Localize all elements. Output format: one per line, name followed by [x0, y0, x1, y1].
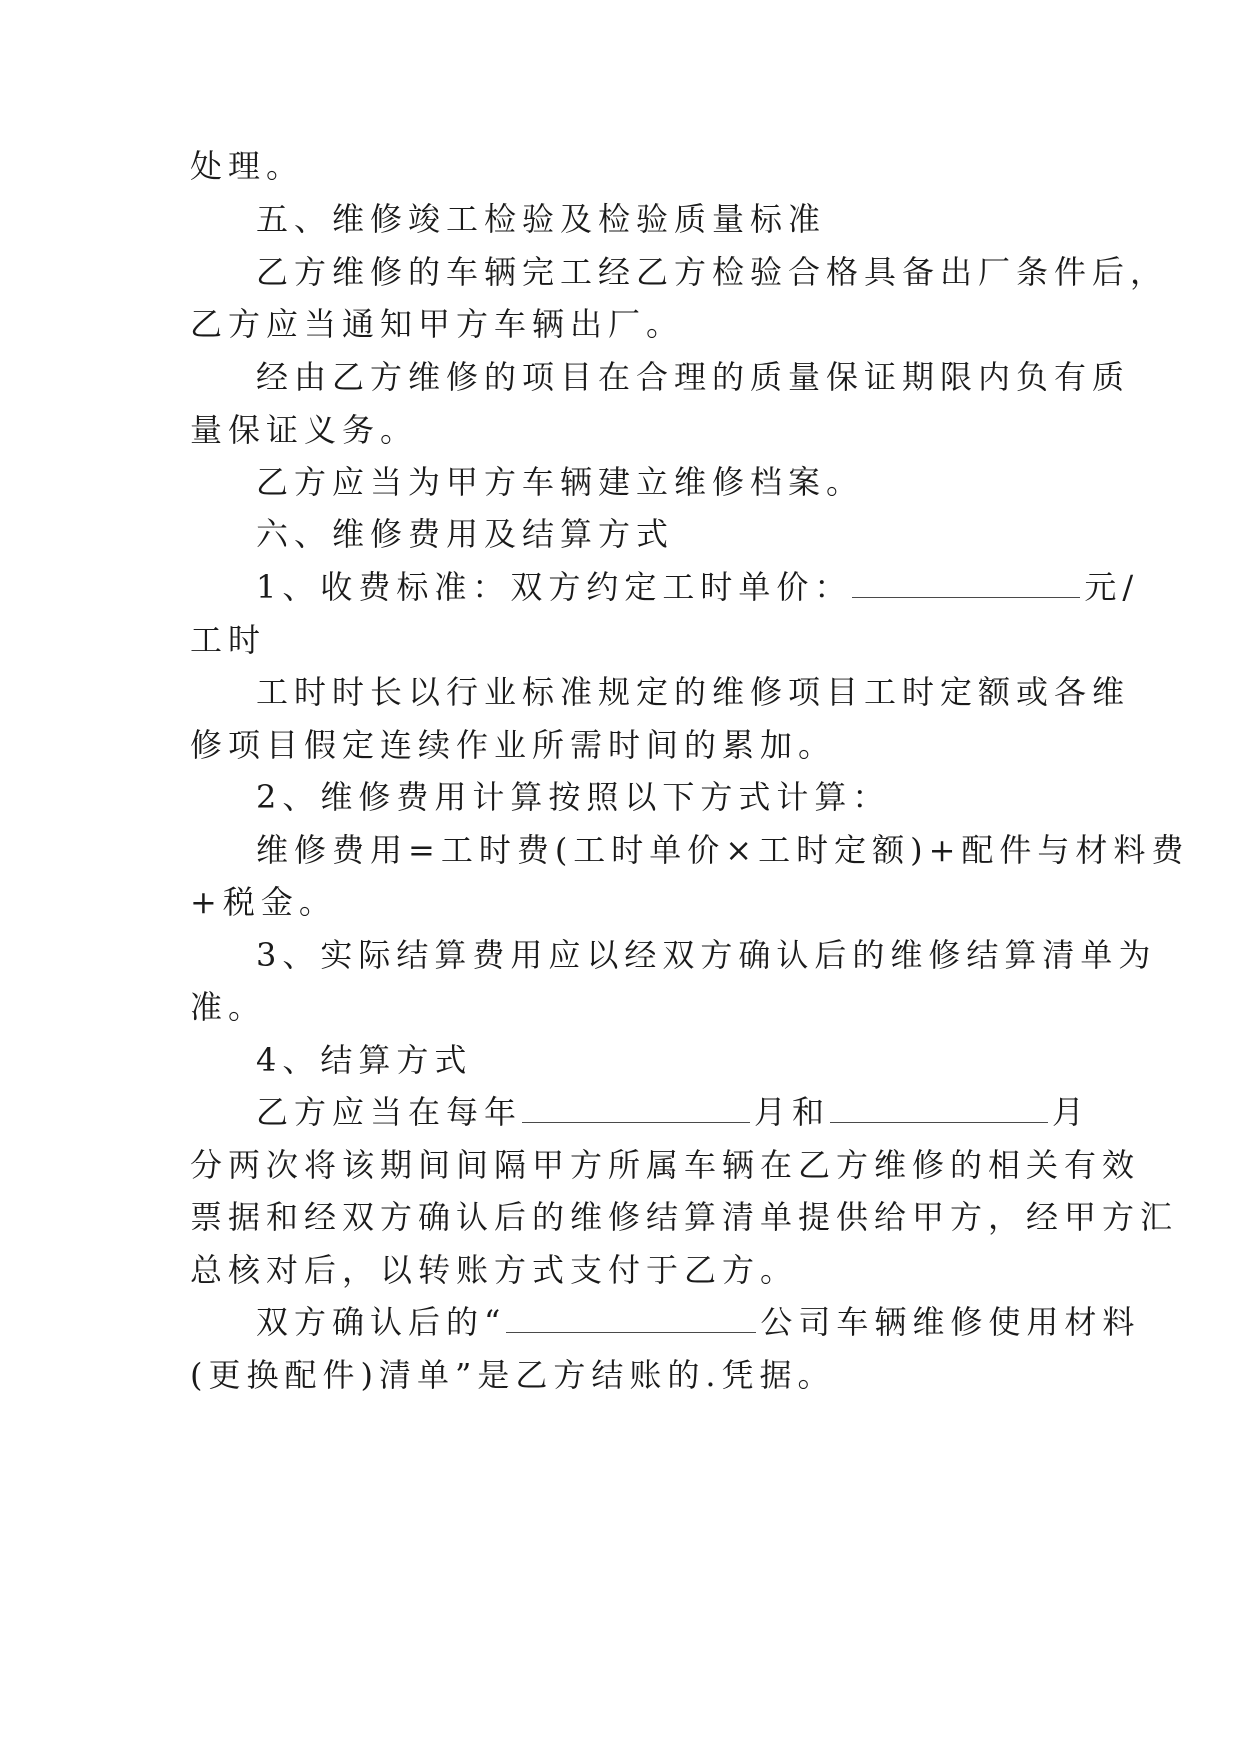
body-text-line: 修项目假定连续作业所需时间的累加。	[190, 726, 837, 764]
body-text-line: 工时时长以行业标准规定的维修项目工时定额或各维	[256, 673, 1131, 711]
second-month-blank[interactable]	[830, 1094, 1048, 1123]
settlement-conjunction: 月和	[754, 1093, 831, 1131]
body-text-line: 3、实际结算费用应以经双方确认后的维修结算清单为	[256, 936, 1157, 974]
company-name-blank[interactable]	[506, 1304, 756, 1333]
body-text-line: 工时	[190, 621, 267, 659]
settlement-label: 乙方应当在每年	[256, 1093, 523, 1131]
materials-list-title: 公司车辆维修使用材料	[760, 1303, 1141, 1341]
formula-line: 维修费用=工时费(工时单价×工时定额)+配件与材料费	[256, 831, 1190, 869]
settlement-months-line	[256, 1092, 1091, 1132]
body-text-line: 经由乙方维修的项目在合理的质量保证期限内负有质	[256, 358, 1131, 396]
subsection-heading: 4、结算方式	[256, 1041, 473, 1079]
body-text-line: 准。	[190, 988, 267, 1026]
section-heading-6: 六、维修费用及结算方式	[256, 515, 675, 553]
body-text-line: 乙方应当通知甲方车辆出厂。	[190, 305, 685, 343]
fee-standard-unit: 元/	[1084, 568, 1140, 606]
body-text-line: 处理。	[190, 147, 305, 185]
body-text-line: 票据和经双方确认后的维修结算清单提供给甲方，经甲方汇	[190, 1198, 1179, 1236]
fee-standard-label: 1、收费标准：双方约定工时单价：	[256, 568, 853, 606]
materials-list-line	[256, 1302, 1141, 1342]
body-text-line: 2、维修费用计算按照以下方式计算：	[256, 778, 891, 816]
fee-standard-line	[256, 567, 1140, 607]
body-text-line: 乙方应当为甲方车辆建立维修档案。	[256, 463, 865, 501]
body-text-line: (更换配件)清单”是乙方结账的.凭据。	[190, 1356, 836, 1394]
first-month-blank[interactable]	[522, 1094, 750, 1123]
body-text-line: 乙方维修的车辆完工经乙方检验合格具备出厂条件后，	[256, 253, 1169, 291]
body-text-line: 分两次将该期间间隔甲方所属车辆在乙方维修的相关有效	[190, 1146, 1141, 1184]
section-heading-5: 五、维修竣工检验及检验质量标准	[256, 200, 827, 238]
hourly-rate-blank[interactable]	[852, 569, 1080, 598]
body-text-line: +税金。	[190, 883, 337, 921]
body-text-line: 总核对后，以转账方式支付于乙方。	[190, 1251, 799, 1289]
settlement-month-unit: 月	[1052, 1093, 1091, 1131]
materials-list-label: 双方确认后的“	[256, 1303, 507, 1341]
body-text-line: 量保证义务。	[190, 411, 419, 449]
